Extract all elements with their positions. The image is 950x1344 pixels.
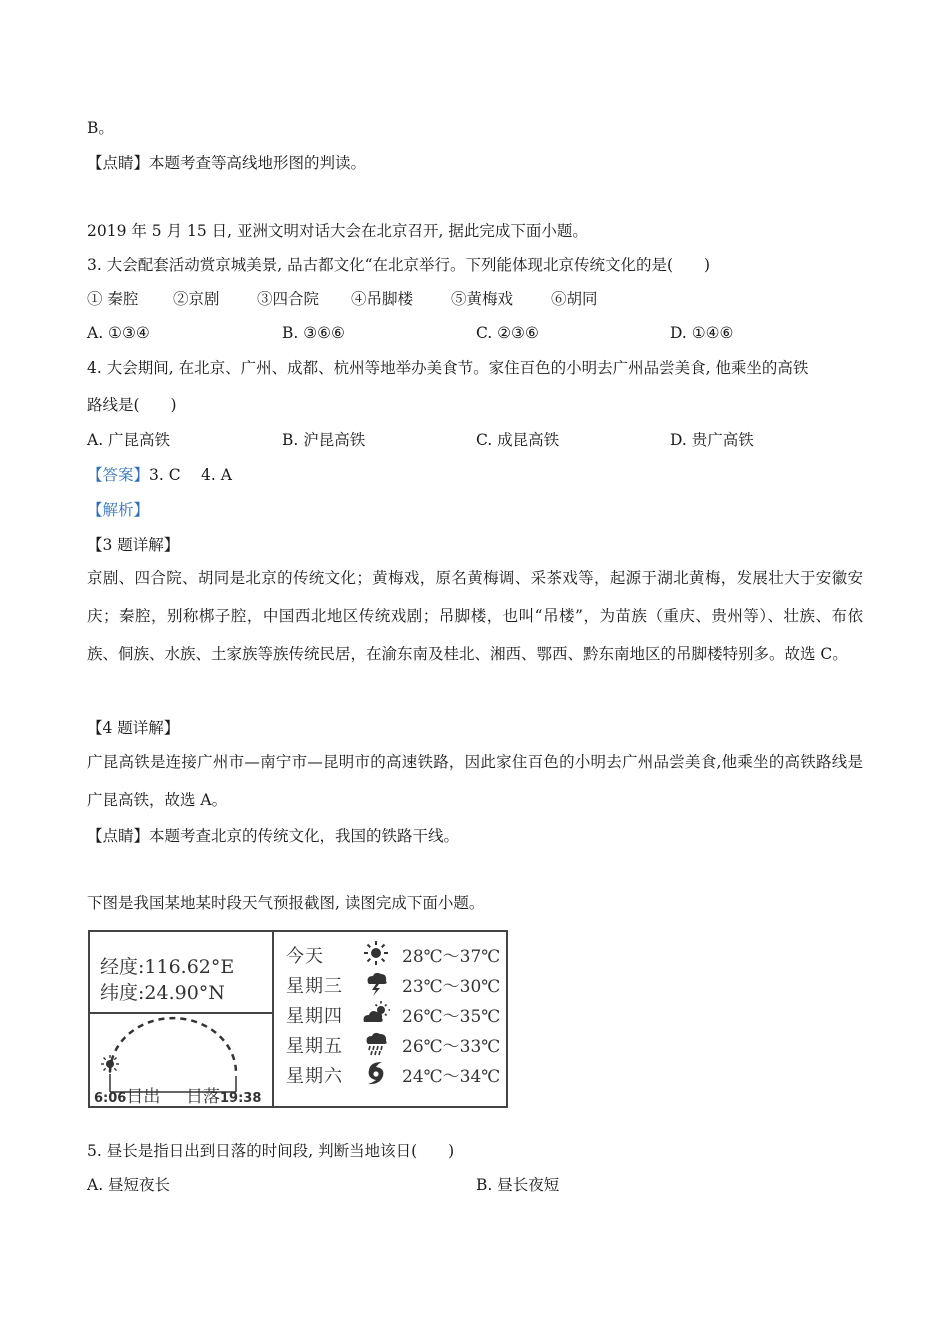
q3-item: ⑤黄梅戏 (451, 290, 514, 308)
q3-item: ④吊脚楼 (351, 290, 414, 308)
dianjing-line-2 (87, 826, 459, 846)
forecast-temp: 23℃～30℃ (402, 977, 501, 997)
q4-option-b: B. 沪昆高铁 (282, 431, 366, 449)
forecast-temp: 24℃～34℃ (402, 1067, 501, 1087)
q4-option-a: A. 广昆高铁 (87, 431, 171, 449)
group-intro-2: 下图是我国某地某时段天气预报截图, 读图完成下面小题。 (87, 894, 485, 912)
forecast-day: 星期六 (286, 1066, 343, 1087)
question-4-line-1: 4. 大会期间, 在北京、广州、成都、杭州等地举办美食节。家住百色的小明去广州品尝美食, 他乘坐的高铁 (87, 359, 809, 377)
answer-line: B。 (87, 119, 114, 137)
sunset-time: 19:38 (220, 1091, 262, 1106)
forecast-row (286, 1000, 506, 1028)
answer-tag: 【答案】 (87, 466, 150, 484)
typhoon-icon (362, 1060, 390, 1086)
weather-forecast-figure (88, 930, 508, 1108)
q3-option-d: D. ①④⑥ (670, 324, 734, 342)
q5-option-b: B. 昼长夜短 (476, 1176, 560, 1194)
q3-option-a: A. ①③④ (87, 324, 150, 342)
sunrise-time: 6:06 (94, 1091, 127, 1106)
dianjing-text: 本题考查等高线地形图的判读。 (149, 154, 367, 172)
q4-detail-text: 广昆高铁是连接广州市—南宁市—昆明市的高速铁路，因此家住百色的小明去广州品尝美食,他乘坐的高铁路线是广昆高铁，故选 A。 (87, 753, 863, 809)
dianjing-text: 本题考查北京的传统文化，我国的铁路干线。 (149, 827, 460, 845)
sunrise-label: 6:06日出 (94, 1087, 161, 1107)
q3-detail-heading: 【3 题详解】 (87, 536, 180, 554)
dianjing-line-1 (87, 153, 366, 173)
q3-detail-text: 京剧、四合院、胡同是北京的传统文化；黄梅戏，原名黄梅调、采茶戏等，起源于湖北黄梅，发展壮大于安徽安庆；秦腔，别称梆子腔，中国西北地区传统戏剧；吊脚楼，也叫“吊楼”，为苗族（重庆、贵州等）、壮族、布依族、侗族、水族、土家族等族传统民居，在渝东南及桂北、湘西、鄂西、黔东南地区的吊脚楼特别多。故选 C。 (87, 569, 863, 663)
partly-cloudy-icon (362, 1000, 390, 1026)
forecast-day: 今天 (286, 946, 324, 967)
latitude-label: 纬度:24.90°N (100, 982, 225, 1004)
dianjing-tag: 【点睛】 (87, 154, 150, 172)
group-intro-1: 2019 年 5 月 15 日, 亚洲文明对话大会在北京召开, 据此完成下面小题。 (87, 222, 588, 240)
forecast-temp: 26℃～33℃ (402, 1037, 501, 1057)
q5-option-a: A. 昼短夜长 (87, 1176, 171, 1194)
longitude-label: 经度:116.62°E (100, 956, 235, 978)
answer-row (87, 465, 232, 485)
sun-arc (110, 1018, 236, 1074)
rain-icon (362, 1030, 390, 1056)
forecast-temp: 28℃～37℃ (402, 947, 501, 967)
answer-text: 3. C 4. A (149, 466, 232, 484)
sunset-label: 日落19:38 (186, 1087, 262, 1107)
q3-item: ① 秦腔 (87, 290, 139, 308)
sun-icon (101, 1055, 119, 1073)
q3-option-b: B. ③⑥⑥ (282, 324, 345, 342)
location-pane (90, 932, 274, 1106)
forecast-row (286, 1030, 506, 1058)
coordinates-box (90, 932, 272, 1014)
forecast-day: 星期三 (286, 976, 343, 997)
forecast-row (286, 1060, 506, 1088)
q4-detail-heading: 【4 题详解】 (87, 719, 180, 737)
thunderstorm-icon (362, 970, 390, 996)
dianjing-tag: 【点睛】 (87, 827, 150, 845)
q3-option-c: C. ②③⑥ (476, 324, 539, 342)
sun-icon (362, 940, 390, 966)
question-3: 3. 大会配套活动赏京城美景, 品古都文化“在北京举行。下列能体现北京传统文化的是( ) (87, 256, 711, 274)
q3-item: ⑥胡同 (551, 290, 598, 308)
forecast-day: 星期五 (286, 1036, 343, 1057)
forecast-day: 星期四 (286, 1006, 343, 1027)
question-4-line-2: 路线是( ) (87, 396, 177, 414)
q3-item: ②京剧 (173, 290, 220, 308)
forecast-temp: 26℃～35℃ (402, 1007, 501, 1027)
forecast-row (286, 940, 506, 968)
q3-item: ③四合院 (257, 290, 320, 308)
question-5: 5. 昼长是指日出到日落的时间段, 判断当地该日( ) (87, 1142, 455, 1160)
forecast-row (286, 970, 506, 998)
analysis-tag: 【解析】 (87, 501, 150, 519)
q4-option-d: D. 贵广高铁 (670, 431, 754, 449)
q4-option-c: C. 成昆高铁 (476, 431, 560, 449)
